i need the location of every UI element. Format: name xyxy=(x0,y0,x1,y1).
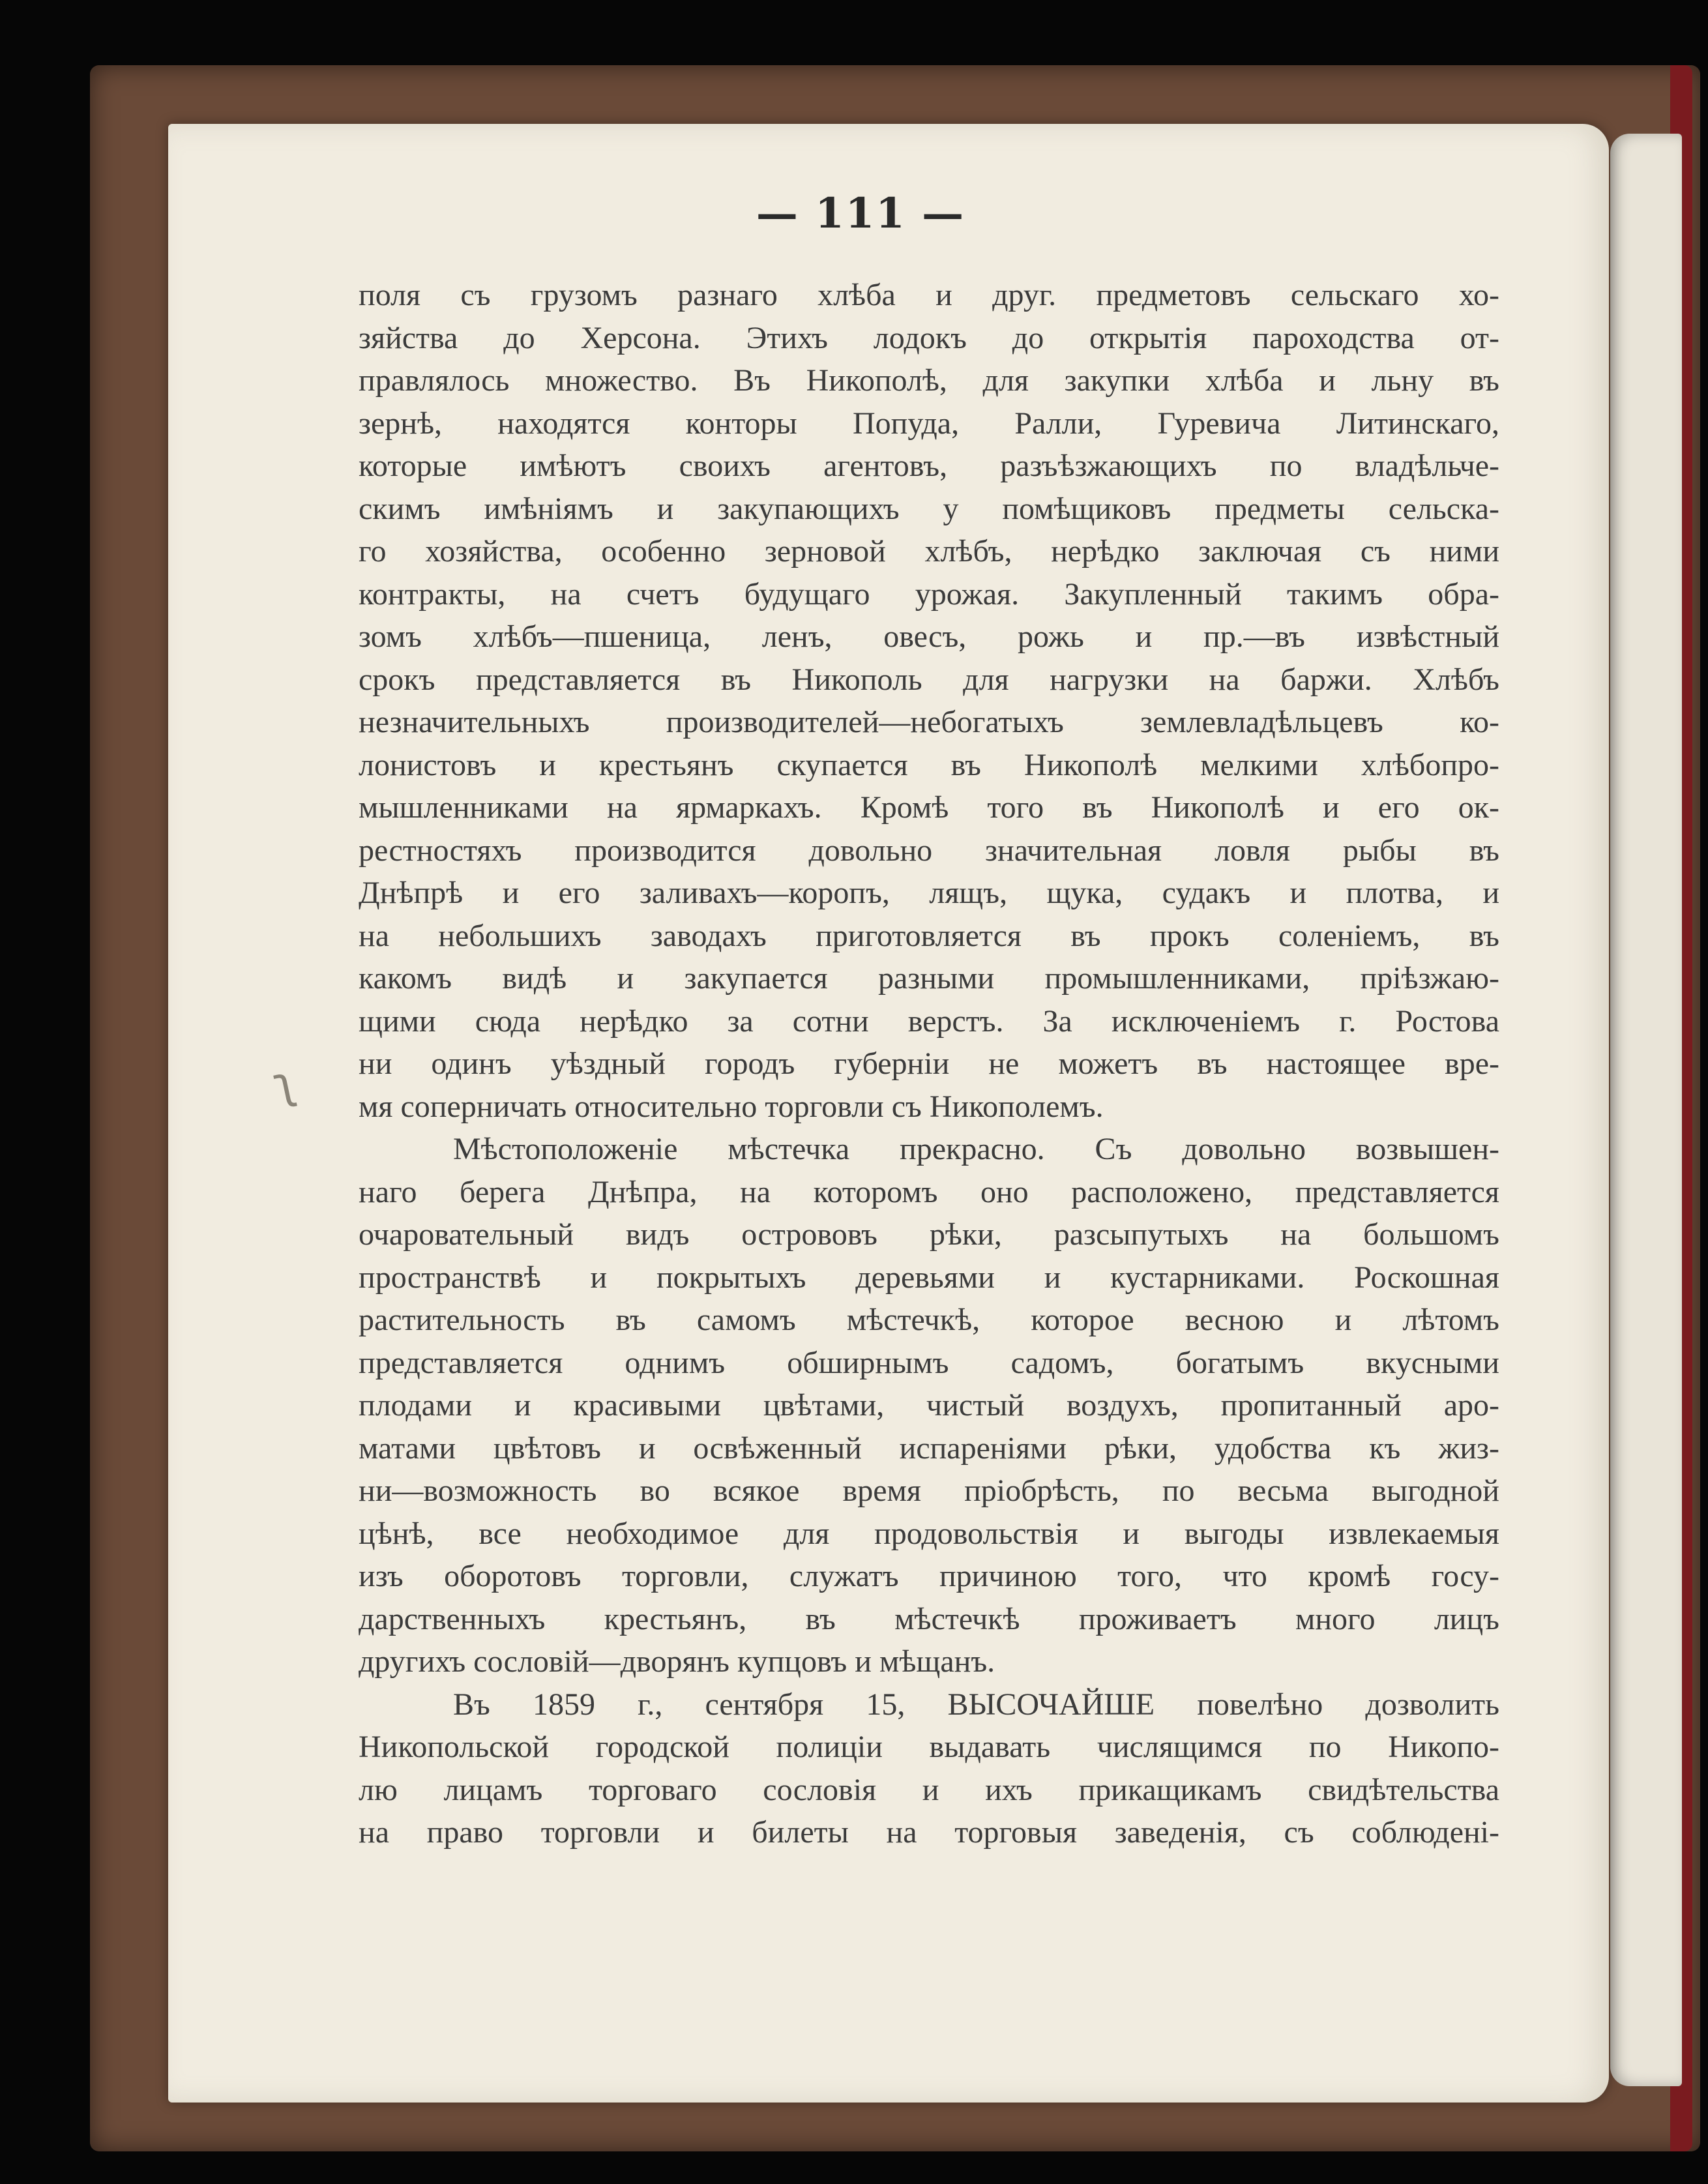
paragraph-start-line: Мѣстоположеніе мѣстечка прекрасно. Съ довольно возвышен- xyxy=(453,1132,1499,1166)
text-line: пространствѣ и покрытыхъ деревьями и кустарниками. Роскошная xyxy=(359,1260,1499,1295)
text-line: ни—возможность во всякое время пріобрѣсть, по весьма выгодной xyxy=(359,1473,1499,1508)
text-line: го хозяйства, особенно зерновой хлѣбъ, нерѣдко заключая съ ними xyxy=(359,534,1499,568)
text-line: срокъ представляется въ Никополь для нагрузки на баржи. Хлѣбъ xyxy=(359,662,1499,697)
text-line: растительность въ самомъ мѣстечкѣ, которое весною и лѣтомъ xyxy=(359,1303,1499,1337)
text-line: зяйства до Херсона. Этихъ лодокъ до открытія пароходства от- xyxy=(359,320,1499,355)
text-line: на небольшихъ заводахъ приготовляется въ прокъ соленіемъ, въ xyxy=(359,918,1499,953)
text-line: на право торговли и билеты на торговыя заведенія, съ соблюдені- xyxy=(359,1815,1499,1850)
page-number: — 111 — xyxy=(756,189,965,238)
body-text xyxy=(359,274,1499,1854)
text-line: очаровательный видъ острововъ рѣки, разсыпутыхъ на большомъ xyxy=(359,1217,1499,1252)
text-line: Днѣпрѣ и его заливахъ—коропъ, лящъ, щука, судакъ и плотва, и xyxy=(359,876,1499,910)
text-line: цѣнѣ, все необходимое для продовольствія и выгоды извлекаемыя xyxy=(359,1516,1499,1551)
text-line: скимъ имѣніямъ и закупающихъ у помѣщиковъ предметы сельска- xyxy=(359,491,1499,526)
margin-pencil-mark: ʅ xyxy=(268,1054,301,1112)
text-line: лонистовъ и крестьянъ скупается въ Никополѣ мелкими хлѣбопро- xyxy=(359,747,1499,782)
facing-page-edge xyxy=(1610,134,1682,2086)
paragraph-start-line: Въ 1859 г., сентября 15, ВЫСОЧАЙШЕ повелѣно дозволить xyxy=(453,1687,1499,1722)
text-line: какомъ видѣ и закупается разными промышленниками, пріѣзжаю- xyxy=(359,961,1499,996)
text-line: контракты, на счетъ будущаго урожая. Закупленный такимъ обра- xyxy=(359,576,1499,612)
text-line: представляется однимъ обширнымъ садомъ, богатымъ вкусными xyxy=(359,1345,1499,1380)
text-line: плодами и красивыми цвѣтами, чистый воздухъ, пропитанный аро- xyxy=(359,1388,1499,1423)
text-line: зернѣ, находятся конторы Попуда, Ралли, Гуревича Литинскаго, xyxy=(359,406,1499,441)
text-line: незначительныхъ производителей—небогатыхъ землевладѣльцевъ ко- xyxy=(359,705,1499,739)
paragraph-end-line: другихъ сословій—дворянъ купцовъ и мѣщанъ. xyxy=(359,1644,995,1679)
paragraph-end-line: мя соперничать относительно торговли съ Никополемъ. xyxy=(359,1089,1104,1124)
text-line: мышленниками на ярмаркахъ. Кромѣ того въ Никополѣ и его ок- xyxy=(359,790,1499,825)
text-line: дарственныхъ крестьянъ, въ мѣстечкѣ проживаетъ много лицъ xyxy=(359,1601,1499,1636)
text-line: матами цвѣтовъ и освѣженный испареніями рѣки, удобства къ жиз- xyxy=(359,1430,1499,1466)
text-line: которые имѣютъ своихъ агентовъ, разъѣзжающихъ по владѣльче- xyxy=(359,449,1499,483)
text-line: лю лицамъ торговаго сословія и ихъ прикащикамъ свидѣтельства xyxy=(359,1772,1499,1807)
text-line: поля съ грузомъ разнаго хлѣба и друг. предметовъ сельскаго хо- xyxy=(359,278,1499,312)
text-line: Никопольской городской полиціи выдавать числящимся по Никопо- xyxy=(359,1730,1499,1764)
text-line: рестностяхъ производится довольно значительная ловля рыбы въ xyxy=(359,833,1499,868)
text-line: изъ оборотовъ торговли, служатъ причиною того, что кромѣ госу- xyxy=(359,1559,1499,1593)
text-line: наго берега Днѣпра, на которомъ оно расположено, представляется xyxy=(359,1174,1499,1209)
text-line: правлялось множество. Въ Никополѣ, для закупки хлѣба и льну въ xyxy=(359,363,1499,398)
text-line: ни одинъ уѣздный городъ губерніи не можетъ въ настоящее вре- xyxy=(359,1046,1499,1081)
text-line: зомъ хлѣбъ—пшеница, ленъ, овесъ, рожь и пр.—въ извѣстный xyxy=(359,619,1499,654)
text-line: щими сюда нерѣдко за сотни верстъ. За исключеніемъ г. Ростова xyxy=(359,1003,1499,1039)
